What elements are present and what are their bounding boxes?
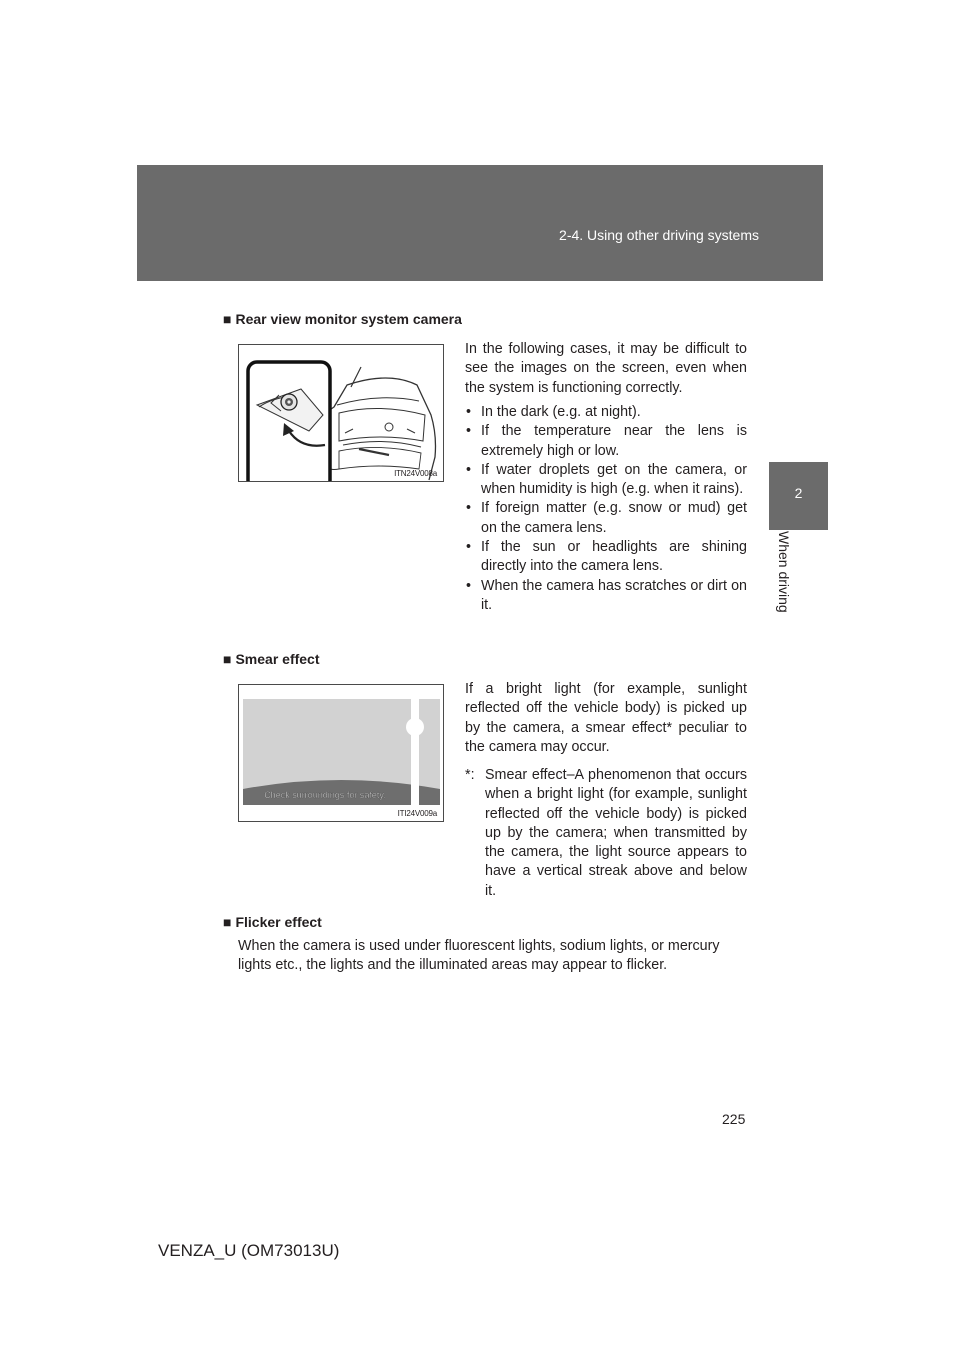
page-number: 225 (722, 1111, 746, 1127)
camera-heading-text: Rear view monitor system camera (235, 311, 462, 327)
list-item: • In the dark (e.g. at night). (465, 403, 747, 422)
section-title: 2-4. Using other driving systems (559, 227, 759, 243)
chapter-tab[interactable] (769, 462, 828, 530)
flicker-heading (223, 914, 322, 930)
camera-location-figure (238, 344, 444, 482)
footnote-mark: *: (465, 767, 475, 783)
section-marker-icon: ■ (223, 914, 232, 930)
chapter-label-text: When driving (776, 531, 792, 613)
section-marker-icon: ■ (223, 311, 232, 327)
camera-heading (223, 311, 462, 327)
rear-camera-illustration (239, 345, 444, 482)
document-id: VENZA_U (OM73013U) (158, 1241, 340, 1260)
section-marker-icon: ■ (223, 651, 232, 667)
monitor-screen-illustration (239, 685, 444, 822)
list-item: • If the sun or headlights are shining directly into the camera lens. (465, 538, 747, 577)
smear-heading-text: Smear effect (235, 651, 320, 667)
smear-heading (223, 651, 320, 667)
list-item: • When the camera has scratches or dirt on it. (465, 577, 747, 616)
chapter-label (771, 531, 797, 641)
list-item: • If water droplets get on the camera, or when humidity is high (e.g. when it rains). (465, 461, 747, 500)
smear-footnote (465, 766, 747, 901)
chapter-number: 2 (794, 485, 803, 501)
smear-effect-figure (238, 684, 444, 822)
flicker-heading-text: Flicker effect (235, 914, 322, 930)
header-bar (137, 165, 823, 281)
screen-caption: Check surroundings for safety. (264, 790, 386, 800)
smear-intro: If a bright light (for example, sunlight reflected off the vehicle body) is picked up by the camera, a smear effect* peculiar to the camera may occur. (465, 681, 747, 755)
camera-intro: In the following cases, it may be difficult to see the images on the screen, even when the system is functioning correctly. (465, 341, 747, 396)
list-item: • If foreign matter (e.g. snow or mud) get on the camera lens. (465, 499, 747, 538)
list-item: • If the temperature near the lens is extremely high or low. (465, 422, 747, 461)
footnote-text: Smear effect–A phenomenon that occurs when a bright light (for example, sunlight reflected off the vehicle body) is picked up by the camera; when transmitted by the camera, the light source appears to have a vertical streak above and below it. (485, 767, 747, 899)
figure-code: ITN24V008a (394, 469, 437, 478)
figure-code: ITI24V009a (397, 809, 437, 818)
camera-conditions-list (465, 403, 747, 615)
flicker-body: When the camera is used under fluorescent lights, sodium lights, or mercury lights etc., the lights and the illuminated areas may appear to flicker. (238, 938, 720, 974)
